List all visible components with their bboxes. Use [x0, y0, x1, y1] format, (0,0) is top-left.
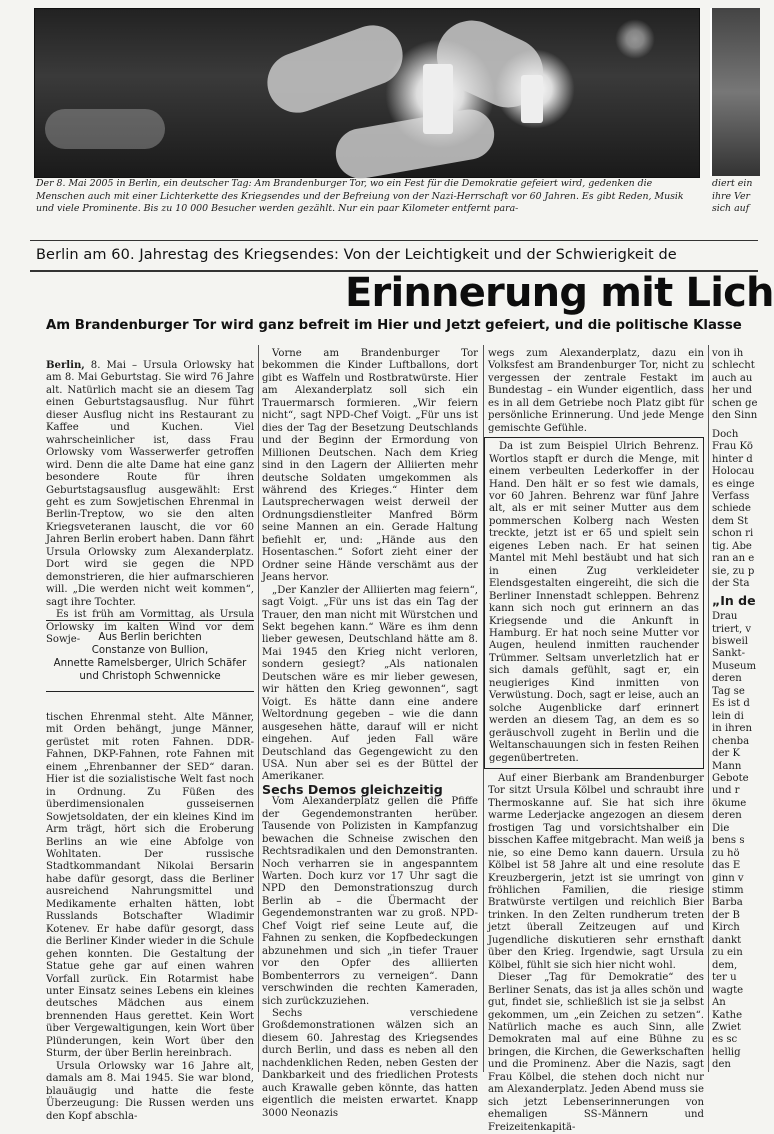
text-line: Verfass [712, 490, 750, 502]
text-line: An [712, 997, 726, 1009]
text-line: Sankt- [712, 648, 746, 660]
text-line: Museum [712, 660, 757, 672]
byline-line: und Christoph Schwennicke [79, 671, 221, 682]
text-line: bisweil [712, 635, 748, 647]
paragraph: Vom Alexanderplatz gellen die Pfiffe der Gegendemonstranten herüber. Tausende von Polizisten in Kampfanzug bewachen die Schneise zwischen den Rechtsradikalen und den Demonstranten. Noch verharren sie in angespanntem Warten. Doch kurz vor 17 Uhr sagt die NPD den Demonstrationszug durch Berlin ab – die Übermacht der Gegendemonstranten war zu groß. NPD-Chef Voigt rief seine Leute auf, die Fahnen zu senken, die Kopfbedeckungen abzunehmen und sich „in tiefer Trauer vor den Opfer des alliierten Bombenterrors zu verneigen“. Dann verschwinden die rechten Kameraden, sich zurückzuziehen. [262, 796, 478, 1007]
text-line: Doch [712, 428, 739, 440]
text-line: Die [712, 822, 730, 834]
text-line: es einge [712, 478, 755, 490]
text-line: von ih [712, 348, 744, 359]
text-line: dem St [712, 515, 749, 527]
text-line: der K [712, 748, 741, 760]
text-line: deren [712, 673, 742, 685]
section-heading: „In de [712, 592, 756, 608]
text-line: hinter d [712, 453, 753, 465]
column-1-bottom [46, 712, 254, 1122]
side-caption-line: ihre Ver [712, 190, 750, 202]
text-line: Kathe [712, 1009, 743, 1021]
text-line: es sc [712, 1034, 738, 1046]
paragraph [46, 360, 254, 609]
byline-line: Annette Ramelsberger, Ulrich Schäfer [53, 658, 247, 669]
text-line: sie, zu p [712, 565, 755, 577]
text-line: tig. Abe [712, 540, 752, 552]
text-line: ginn v [712, 872, 744, 884]
text-line: schlecht [712, 360, 755, 372]
column-divider [258, 345, 259, 1072]
text-line: wagte [712, 984, 744, 996]
byline [46, 620, 254, 692]
hero-photo [34, 8, 700, 178]
text-line: Zwiet [712, 1022, 741, 1034]
text-line: Gebote [712, 772, 749, 784]
paragraph-text: 8. Mai – Ursula Orlowsky hat am 8. Mai Geburtstag. Sie wird 76 Jahre alt. Natürlich macht sie an diesem Tag einen Geburtstagsausflug. Nur führt dieser Ausflug nicht ins Restaurant zu Kaffee und Kuchen. Viel wahrscheinlicher ist, dass Frau Orlowsky vom Wasserwerfer getroffen wird. Denn die alte Dame hat eine ganz besondere Route für ihren Geburtstagsausflug ausgewählt: Erst geht es zum Sowjetischen Ehrenmal in Berlin-Treptow, wo sie den alten Kriegsveteranen lauscht, die vor 60 Jahren Berlin erobert haben. Dann fährt Ursula Orlowsky zum Alexanderplatz. Dort wird sie gegen die NPD demonstrieren, die hier aufmarschieren will. „Die werden nicht weit kommen“, sagt ihre Tochter. [46, 360, 254, 608]
text-line: Tag se [712, 685, 745, 697]
column-3 [488, 348, 704, 1133]
paragraph: wegs zum Alexanderplatz, dazu ein Volksfest am Brandenburger Tor, nicht zu vergessen der zentrale Festakt im Bundestag – ein Wunder eigentlich, dass es in all dem Getriebe noch Platz gibt für persönliche Erinnerung. Und jede Menge gemischte Gefühle. [488, 348, 704, 434]
text-line: in ihren [712, 723, 752, 735]
text-line: dankt [712, 934, 742, 946]
text-line: schen ge [712, 397, 758, 409]
photo-caption: Der 8. Mai 2005 in Berlin, ein deutscher Tag: Am Brandenburger Tor, wo ein Fest für die Demokratie gefeiert wird, gedenken die Menschen auch mit einer Lichterkette des Kriegsendes und der Befreiung von der Nazi-Herrschaft vor 60 Jahren. Es gibt Reden, Musik und viele Prominente. Bis zu 10 000 Besucher werden gezählt. Nur ein paar Kilometer entfernt para- [36, 178, 684, 214]
section-heading: Sechs Demos gleichzeitig [262, 781, 443, 797]
text-line: zu ein [712, 947, 743, 959]
text-line: den [712, 1059, 731, 1071]
column-2 [262, 348, 478, 1119]
paragraph: Dieser „Tag für Demokratie“ des Berliner Senats, das ist ja alles schön und gut, findet sie, schließlich ist sie ja selbst gekommen, um „ein Zeichen zu setzen“. Natürlich mache es auch Sinn, alle Demokraten mal auf eine Bühne zu bringen, die Kirchen, die Gewerkschaften und die Prominenz. Aber die Nazis, sagt Frau Kölbel, die stehen doch nicht nur am Alexanderplatz. Jeden Abend muss sie sich jetzt Lebenserinnerungen von ehemaligen SS-Männern und Freizeitenkapitä- [488, 972, 704, 1133]
text-line: Kirch [712, 922, 740, 934]
paragraph: Sechs verschiedene Großdemonstrationen wälzen sich an diesem 60. Jahrestag des Kriegsendes durch Berlin, und dass es neben all den nachdenklichen Reden, neben Gesten der Dankbarkeit und des friedlichen Protests auch Krawalle geben könnte, das hatten eigentlich die meisten erwartet. Knapp 3000 Neonazis [262, 1008, 478, 1119]
dateline: Berlin, [46, 360, 85, 371]
text-line: stimm [712, 885, 744, 897]
text-line: dem, [712, 959, 738, 971]
paragraph: Da ist zum Beispiel Ulrich Behrenz. Wortlos stapft er durch die Menge, mit einem verbeulten Lederkoffer in der Hand. Den hält er so fest wie damals, vor 60 Jahren. Behrenz war fünf Jahre alt, als er mit seiner Mutter aus dem pommerschen Kolberg nach Westen treckte, jetzt ist er 65 und spielt sein eigenes Leben nach. Er hat seinen Mantel mit Mehl bestäubt und hat sich in einen Zug verkleideter Elendsgestalten eingereiht, die sich die Berliner Innenstadt schleppen. Behrenz kann sich noch gut erinnern an das Kriegsende und die Ankunft in Hamburg. Er hat noch seine Mutter vor Augen, heulend inmitten rauchender Trümmer. Seltsam unverletzlich hat er sich damals gefühlt, sagt er, ein neugieriges Kind inmitten von Verwüstung. Doch, sagt er leise, auch an solche Augenblicke darf erinnert werden an diesem Tag, an dem es so geräuschvoll zugeht in Berlin und die Weltanschauungen sich in festen Reihen gegenübertreten. [489, 441, 699, 764]
paragraph: „Der Kanzler der Alliierten mag feiern“, sagt Voigt. „Für uns ist das ein Tag der Trauer, den man nicht mit Würstchen und Sekt begehen kann.“ Wäre es ihm denn lieber gewesen, Deutschland hätte am 8. Mai 1945 den Krieg nicht verloren, sondern gesiegt? „Als nationalen Deutschen wäre es mir lieber gewesen, wir hätten den Krieg gewonnen“, sagt Voigt. Es hätte dann eine andere Weltordnung gegeben – wie die dann ausgesehen hätte, darauf will er nicht eingehen. Auf jeden Fall wäre Deutschland das Gegengewicht zu den USA. Nun aber sei es der Büttel der Amerikaner. [262, 584, 478, 783]
text-line: her und [712, 385, 752, 397]
boxed-section [484, 437, 704, 769]
column-4-truncated [712, 348, 758, 1072]
text-line: Mann [712, 760, 742, 772]
divider [30, 240, 758, 241]
side-photo [710, 8, 760, 176]
text-line: bens s [712, 835, 745, 847]
column-divider [708, 345, 709, 1072]
text-line: Drau [712, 611, 738, 623]
text-line: und r [712, 785, 740, 797]
text-line: ran an e [712, 553, 755, 565]
paragraph: Ursula Orlowsky war 16 Jahre alt, damals am 8. Mai 1945. Sie war blond, blauäugig und hatte die feste Überzeugung: Die Russen werden uns den Kopf abschla- [46, 1060, 254, 1122]
side-caption [712, 178, 758, 216]
text-line: auch au [712, 372, 753, 384]
text-line: schiede [712, 503, 751, 515]
text-line: schon ri [712, 528, 754, 540]
text-line: den Sinn [712, 410, 758, 422]
text-line: Frau Kö [712, 441, 753, 453]
byline-line: Constanze von Bullion, [91, 645, 209, 656]
text-line: ter u [712, 972, 737, 984]
text-line: zu hö [712, 847, 740, 859]
byline-line: Aus Berlin berichten [98, 632, 202, 643]
text-line: Es ist d [712, 698, 750, 710]
text-line: hellig [712, 1046, 741, 1058]
text-line: lein di [712, 710, 744, 722]
paragraph: Auf einer Bierbank am Brandenburger Tor sitzt Ursula Kölbel und schraubt ihre Thermoskanne auf. Sie hat sich ihre warme Lederjacke angezogen an diesem frostigen Tag und vorsichtshalber ein bisschen Kaffee mitgebracht. Man weiß ja nie, so eine Demo kann dauern. Ursula Kölbel ist 58 Jahre alt und eine resolute Kreuzbergerin, jetzt ist sie umringt von fröhlichen Familien, die riesige Bratwürste vertilgen und reichlich Bier trinken. In den Zelten rundherum treten jetzt überall Zeitzeugen auf und Jugendliche diskutieren sehr ernsthaft über den Krieg. Irgendwie, sagt Ursula Kölbel, fühlt sie sich hier nicht wohl. [488, 772, 704, 971]
subheadline: Am Brandenburger Tor wird ganz befreit im Hier und Jetzt gefeiert, und die politische Klasse [46, 318, 742, 333]
text-line: triert, v [712, 623, 752, 635]
side-caption-line: sich auf [712, 203, 750, 214]
text-line: deren [712, 810, 742, 822]
text-line: chenba [712, 735, 750, 747]
paragraph: tischen Ehrenmal steht. Alte Männer, mit Orden behängt, junge Männer, gerüstet mit roten Fahnen. DDR-Fahnen, DKP-Fahnen, rote Fahnen mit einem „Ehrenbanner der SED“ daran. Hier ist die sozialistische Welt fast noch in Ordnung. Zu Füßen des überdimensionalen gusseisernen Sowjetsoldaten, der ein kleines Kind im Arm trägt, hört sich die Eroberung Berlins an wie eine Abfolge von Wohltaten. Der russische Stadtkommandant Nikolai Bersarin habe dafür gesorgt, dass die Berliner ausreichend Nahrungsmittel und Medikamente erhalten hätten, lobt Russlands Botschafter Wladimir Kotenev. Er habe dafür gesorgt, dass die Berliner Kinder wieder in die Schule gehen konnten. Die Gestaltung der Statue gehe gar auf einen wahren Vorfall zurück. Ein Rotarmist habe unter Einsatz seines Lebens ein kleines deutsches Mädchen aus einem brennenden Haus gerettet. Kein Wort über Vergewaltigungen, kein Wort über Plünderungen, kein Wort über den Sturm, der über Berlin hereinbrach. [46, 712, 254, 1060]
text-line: Barba [712, 897, 743, 909]
paragraph: Vorne am Brandenburger Tor bekommen die Kinder Luftballons, dort gibt es Waffeln und Rostbratwürste. Hier am Alexanderplatz soll sich ein Trauermarsch formieren. „Wir feiern nicht“, sagt NPD-Chef Voigt. „Für uns ist dies der Tag der Besetzung Deutschlands und der Beginn der Ermordung von Millionen Deutschen. Nach dem Krieg sind in den Lagern der Alliierten mehr deutsche Soldaten umgekommen als während des Krieges.“ Hinter dem Lautsprecherwagen weist derweil der Ordnungsdienstleiter Manfred Börm seine Mannen an ein. Gerade Haltung befiehlt er, und: „Hände aus den Hosentaschen.“ Sofort zieht einer der Ordner seine Hände verschämt aus der Jeans hervor. [262, 348, 478, 584]
headline: Erinnerung mit Lich [345, 270, 774, 316]
kicker: Berlin am 60. Jahrestag des Kriegsendes: Von der Leichtigkeit und der Schwierigkeit de [36, 247, 677, 263]
side-caption-line: diert ein [712, 178, 753, 189]
paragraph: Es ist früh am Vormittag, als Ursula Orlowsky im kalten Wind vor dem Sowje- [46, 609, 254, 645]
text-line: das E [712, 860, 741, 872]
text-line: ökume [712, 797, 747, 809]
text-line: Holocau [712, 466, 755, 478]
text-line: der B [712, 909, 740, 921]
text-line: der Sta [712, 578, 750, 590]
